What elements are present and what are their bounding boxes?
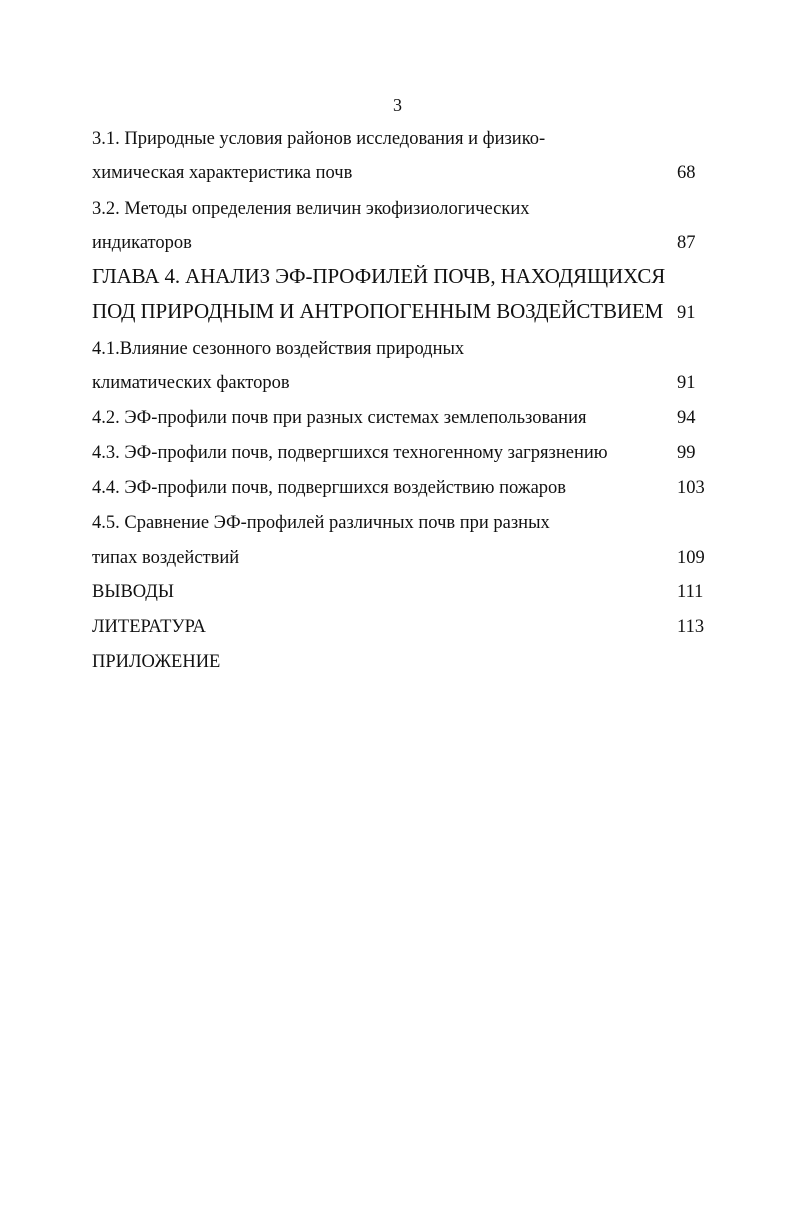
toc-entry-4-5-line1: 4.5. Сравнение ЭФ-профилей различных почв при разных — [92, 513, 550, 533]
toc-entry-4-3: 4.3. ЭФ-профили почв, подвергшихся техногенному загрязнению — [92, 443, 608, 463]
toc-entry-4-5-line2: типах воздействий — [92, 548, 240, 568]
toc-entry-3-2-page: 87 — [677, 233, 696, 253]
toc-conclusions: ВЫВОДЫ — [92, 582, 175, 602]
page-number: 3 — [393, 95, 402, 115]
toc-entry-4-4: 4.4. ЭФ-профили почв, подвергшихся воздействию пожаров — [92, 478, 567, 498]
toc-literature-page: 113 — [677, 617, 705, 637]
toc-entry-4-1-line1: 4.1.Влияние сезонного воздействия природных — [92, 339, 465, 359]
toc-chapter-4-page: 91 — [677, 303, 696, 323]
toc-entry-4-3-page: 99 — [677, 443, 696, 463]
toc-chapter-4-line1: ГЛАВА 4. АНАЛИЗ ЭФ-ПРОФИЛЕЙ ПОЧВ, НАХОДЯЩИХСЯ — [92, 264, 666, 288]
toc-conclusions-page: 111 — [677, 582, 704, 602]
toc-entry-4-2: 4.2. ЭФ-профили почв при разных системах землепользования — [92, 408, 587, 428]
toc-entry-4-4-page: 103 — [677, 478, 705, 498]
toc-literature: ЛИТЕРАТУРА — [92, 617, 206, 637]
toc-entry-3-1-line2: химическая характеристика почв — [92, 163, 353, 183]
toc-entry-3-1-line1: 3.1. Природные условия районов исследования и физико- — [92, 129, 546, 149]
toc-entry-3-2-line2: индикаторов — [92, 233, 192, 253]
toc-entry-4-1-page: 91 — [677, 373, 696, 393]
toc-entry-3-2-line1: 3.2. Методы определения величин экофизиологических — [92, 199, 530, 219]
toc-entry-4-1-line2: климатических факторов — [92, 373, 290, 393]
toc-entry-4-2-page: 94 — [677, 408, 696, 428]
toc-entry-4-5-page: 109 — [677, 548, 705, 568]
toc-entry-3-1-page: 68 — [677, 163, 696, 183]
toc-chapter-4-line2: ПОД ПРИРОДНЫМ И АНТРОПОГЕННЫМ ВОЗДЕЙСТВИЕМ — [92, 299, 664, 323]
toc-appendix: ПРИЛОЖЕНИЕ — [92, 652, 221, 672]
